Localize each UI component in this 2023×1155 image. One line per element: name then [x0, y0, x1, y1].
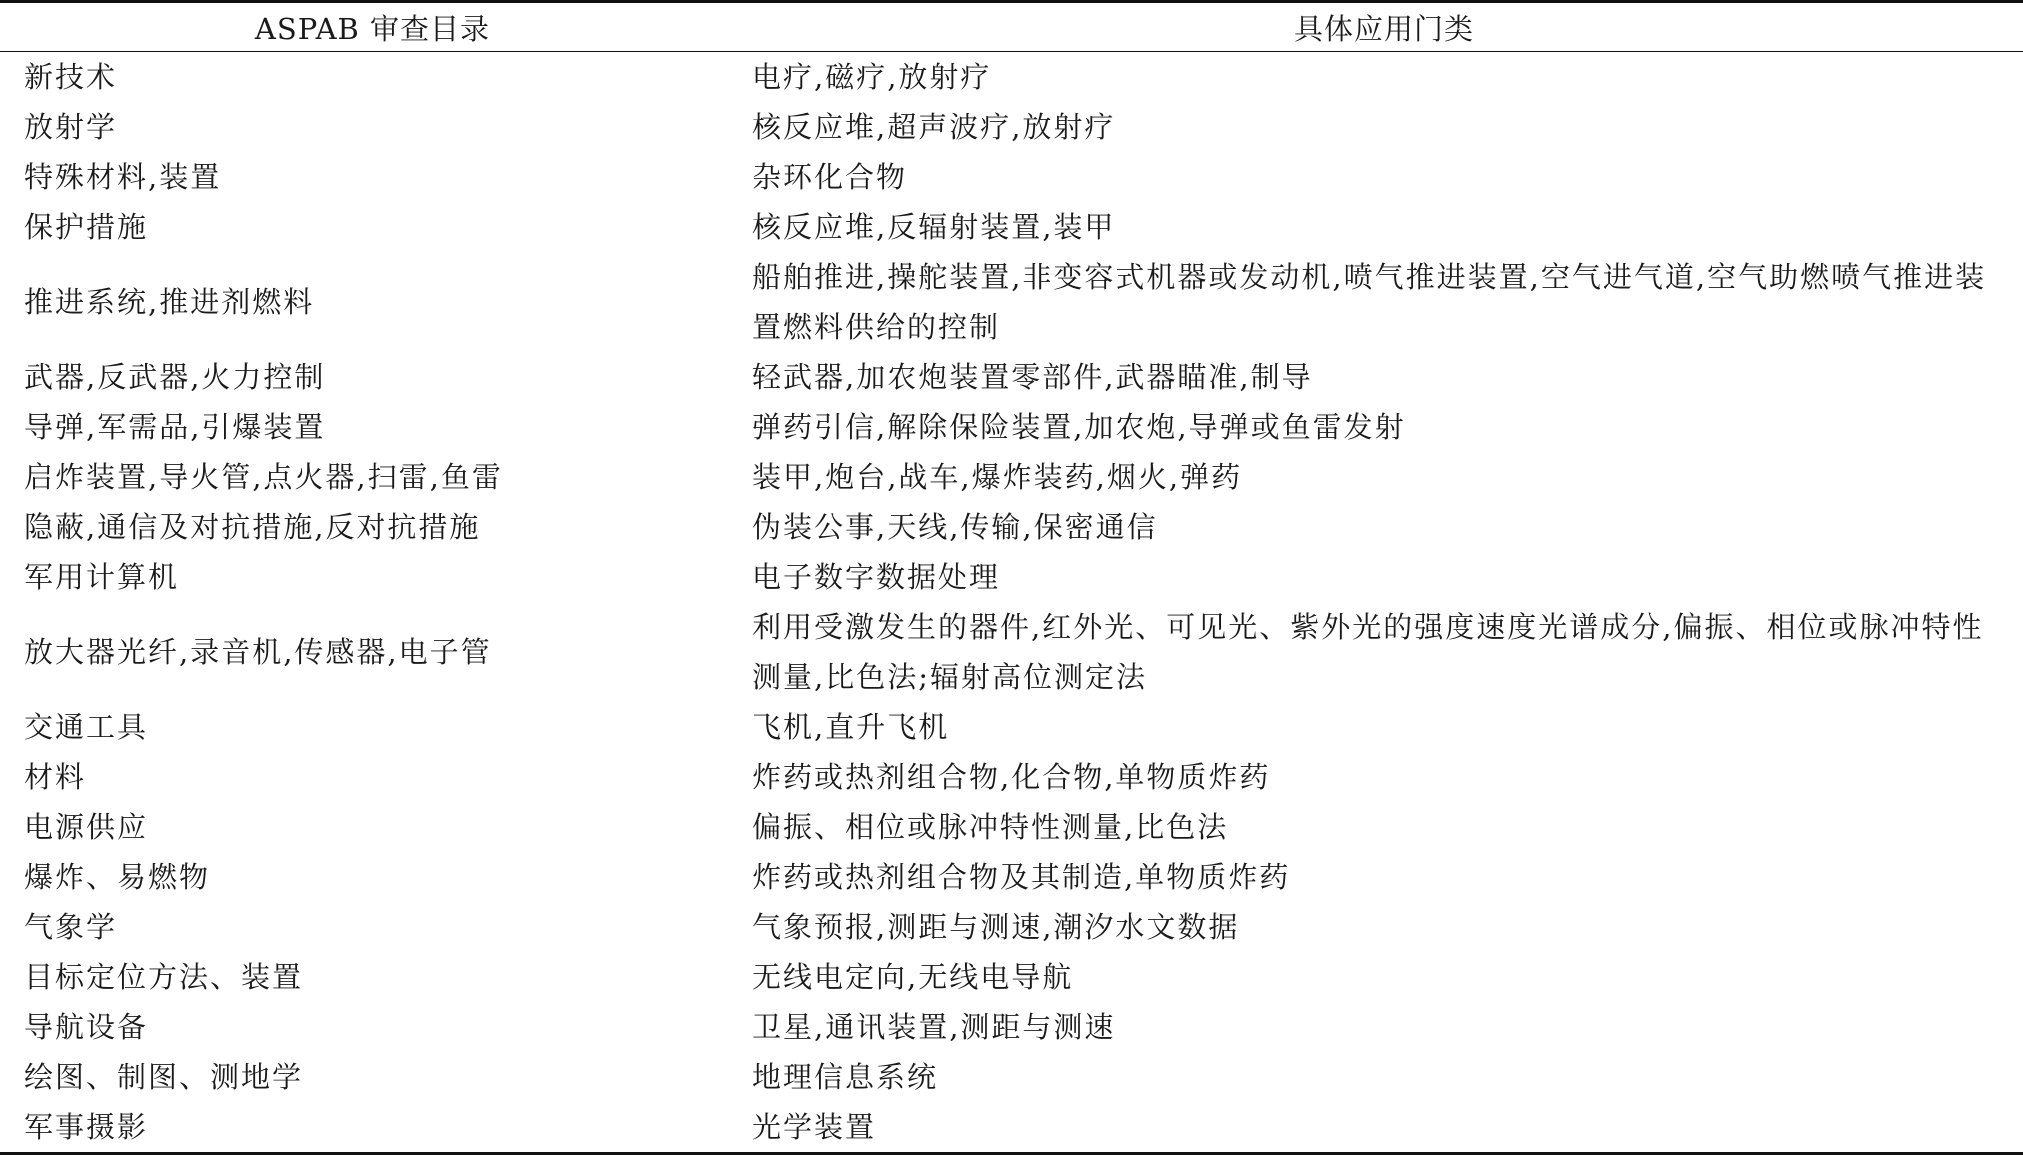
review-catalog-cell: 推进系统,推进剂燃料 [24, 285, 315, 319]
application-category-cell: 弹药引信,解除保险装置,加农炮,导弹或鱼雷发射 [752, 410, 1406, 444]
table-row [0, 1002, 2023, 1052]
table-header [0, 2, 2023, 52]
review-catalog-cell: 新技术 [24, 60, 118, 94]
table-row [0, 202, 2023, 252]
table-row [0, 1102, 2023, 1154]
application-category-cell: 伪装公事,天线,传输,保密通信 [752, 510, 1158, 544]
header-review-catalog: ASPAB 审查目录 [0, 2, 745, 52]
application-category-cell: 装甲,炮台,战车,爆炸装药,烟火,弹药 [752, 460, 1243, 494]
application-category-cell: 地理信息系统 [752, 1060, 939, 1094]
table-row [0, 352, 2023, 402]
review-catalog-cell: 保护措施 [24, 210, 149, 244]
table-row [0, 802, 2023, 852]
table-row [0, 252, 2023, 352]
table-row [0, 52, 2023, 103]
application-category-cell: 气象预报,测距与测速,潮汐水文数据 [752, 910, 1240, 944]
review-catalog-cell: 启炸装置,导火管,点火器,扫雷,鱼雷 [24, 460, 503, 494]
application-category-cell: 轻武器,加农炮装置零部件,武器瞄准,制导 [752, 360, 1313, 394]
table-row [0, 152, 2023, 202]
table-row [0, 1052, 2023, 1102]
review-catalog-cell: 特殊材料,装置 [24, 160, 222, 194]
review-catalog-cell: 气象学 [24, 910, 118, 944]
application-category-cell: 卫星,通讯装置,测距与测速 [752, 1010, 1116, 1044]
table-row [0, 952, 2023, 1002]
header-application-category: 具体应用门类 [745, 2, 2023, 52]
application-category-cell: 核反应堆,反辐射装置,装甲 [752, 210, 1116, 244]
table-row [0, 702, 2023, 752]
application-category-cell: 飞机,直升飞机 [752, 710, 950, 744]
review-catalog-cell: 爆炸、易燃物 [24, 860, 211, 894]
review-catalog-cell: 放射学 [24, 110, 118, 144]
application-category-cell: 电疗,磁疗,放射疗 [752, 60, 992, 94]
header-row [0, 2, 2023, 52]
application-category-cell: 核反应堆,超声波疗,放射疗 [752, 110, 1116, 144]
application-category-cell: 电子数字数据处理 [752, 560, 1001, 594]
table-row [0, 502, 2023, 552]
application-category-cell: 炸药或热剂组合物及其制造,单物质炸药 [752, 860, 1291, 894]
application-category-cell: 船舶推进,操舵装置,非变容式机器或发动机,喷气推进装置,空气进气道,空气助燃喷气推进装置燃料供给的控制 [752, 260, 1987, 344]
application-category-cell: 杂环化合物 [752, 160, 908, 194]
review-catalog-cell: 电源供应 [24, 810, 149, 844]
review-catalog-cell: 武器,反武器,火力控制 [24, 360, 326, 394]
review-catalog-cell: 军事摄影 [24, 1110, 149, 1144]
review-catalog-cell: 材料 [24, 760, 87, 794]
table-body [0, 52, 2023, 1154]
review-catalog-cell: 军用计算机 [24, 560, 180, 594]
application-category-cell: 炸药或热剂组合物,化合物,单物质炸药 [752, 760, 1271, 794]
table-row [0, 602, 2023, 702]
review-catalog-cell: 目标定位方法、装置 [24, 960, 304, 994]
application-category-cell: 光学装置 [752, 1110, 877, 1144]
table-row [0, 452, 2023, 502]
table-row [0, 752, 2023, 802]
table-row [0, 902, 2023, 952]
review-catalog-cell: 导弹,军需品,引爆装置 [24, 410, 326, 444]
application-category-cell: 无线电定向,无线电导航 [752, 960, 1074, 994]
review-catalog-cell: 导航设备 [24, 1010, 149, 1044]
table-row [0, 852, 2023, 902]
review-catalog-cell: 绘图、制图、测地学 [24, 1060, 304, 1094]
table-row [0, 402, 2023, 452]
review-catalog-cell: 放大器光纤,录音机,传感器,电子管 [24, 635, 492, 669]
application-category-cell: 偏振、相位或脉冲特性测量,比色法 [752, 810, 1229, 844]
table-row [0, 102, 2023, 152]
application-category-cell: 利用受激发生的器件,红外光、可见光、紫外光的强度速度光谱成分,偏振、相位或脉冲特性测量,比色法;辐射高位测定法 [752, 610, 1984, 694]
review-catalog-cell: 交通工具 [24, 710, 149, 744]
table-row [0, 552, 2023, 602]
review-catalog-cell: 隐蔽,通信及对抗措施,反对抗措施 [24, 510, 481, 544]
